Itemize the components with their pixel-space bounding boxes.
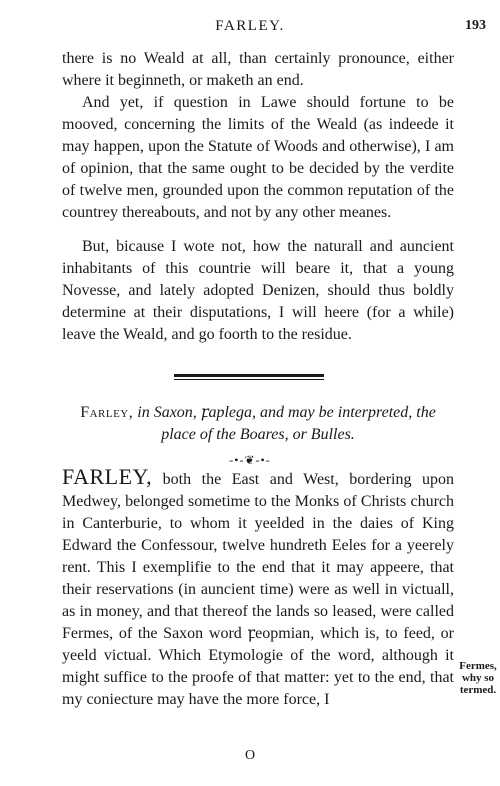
paragraph-farley-body <box>62 466 454 711</box>
paragraph-leave-weald: But, bicause I wote not, how the naturall and auncient inhabitants of this countrie will beare it, that a young Novesse, and lately adopted Denizen, should thus boldly determine at their disputations, I will heere (for a while) leave the Weald, and go foorth to the residue. <box>62 238 454 343</box>
margin-note: Fermes, why so termed. <box>459 660 497 696</box>
section-divider <box>174 374 324 380</box>
signature-mark: O <box>244 748 256 763</box>
page-number: 193 <box>465 18 486 33</box>
body-text: both the East and West, bordering upon Medwey, belonged sometime to the Monks of Christs church in Canterburie, to whom it yeelded in the daies of King Edward the Confessour, twelve hundreth Eeles for a yeerely rent. This I exemplifie to the end that it may appeere, that their reservations (in auncient time) were as well in victuall, as in money, and that thereof the lands so leased, were called Fermes, of the Saxon word ꝼeopmian, which is, to feed, or yeeld victual. Which Etymologie of the word, although it might suffice to the proofe of that matter: yet to the end, that my coniecture may have the more force, I <box>62 471 455 708</box>
paragraph-weald-limits: And yet, if question in Lawe should fortune to be mooved, concerning the limits of the Weald (as indeede it may happen, upon the Statute of Woods and otherwise), I am of opinion, that the same ought to be decided by the verdite of twelve men, grounded upon the common reputation of the countrey thereabouts, and not by any other meanes. <box>62 94 454 221</box>
divider-thin-rule <box>174 379 324 380</box>
section-heading <box>62 402 454 446</box>
page-title: FARLEY. <box>215 18 285 34</box>
divider-thick-rule <box>174 374 324 377</box>
lead-word: FARLEY, <box>62 464 153 489</box>
ornament-icon: -•-❦-•- <box>229 453 271 467</box>
section-heading-name: Farley, <box>80 404 134 421</box>
paragraph-continuation: there is no Weald at all, than certainly pronounce, either where it beginneth, or maketh an end. <box>62 50 454 89</box>
section-heading-etymology: in Saxon, ꝼaplega, and may be interpreted, the place of the Boares, or Bulles. <box>137 404 436 443</box>
